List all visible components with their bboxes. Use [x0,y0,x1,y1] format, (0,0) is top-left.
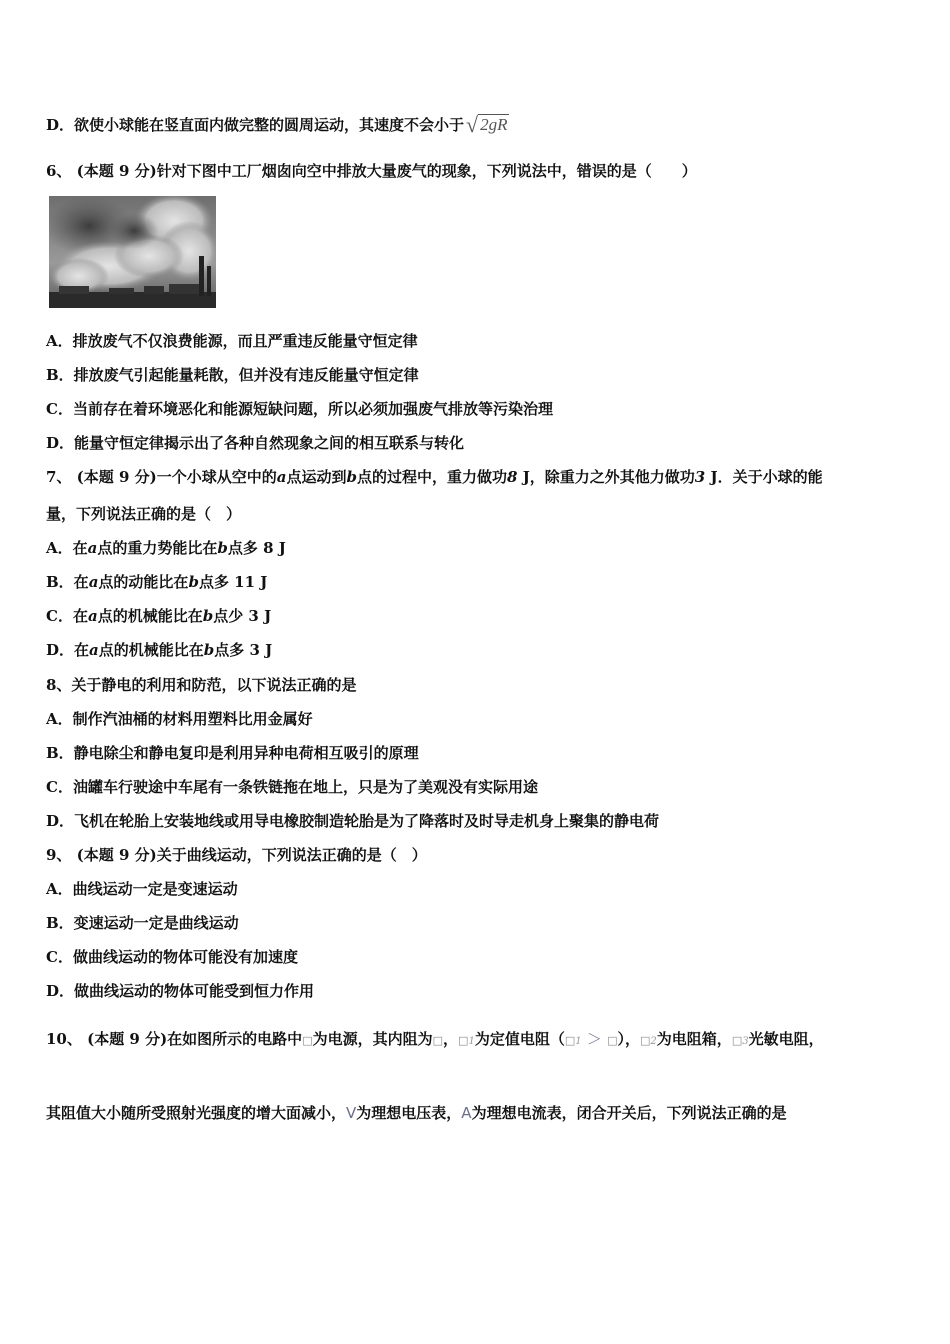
option-d-q5-text: D．欲使小球能在竖直面内做完整的圆周运动，其速度不会小于 [46,116,465,134]
question-7-stem-line2: 量，下列说法正确的是（ ） [46,505,242,523]
question-6-stem: 6、 (本题 9 分)针对下图中工厂烟囱向空中排放大量废气的现象，下列说法中，错误的是（ ） [46,162,697,180]
question-8-option-d: D．飞机在轮胎上安装地线或用导电橡胶制造轮胎是为了降落时及时导走机身上聚集的静电荷 [46,812,660,830]
question-7-option-a: A．在a点的重力势能比在b点多 8 J [46,539,286,557]
question-9-stem: 9、 (本题 9 分)关于曲线运动，下列说法正确的是（ ） [46,846,427,864]
question-9-option-a: A．曲线运动一定是变速运动 [46,880,238,898]
question-7-option-c: C．在a点的机械能比在b点少 3 J [46,607,272,625]
voltmeter-symbol: V [346,1104,357,1122]
question-9-option-b: B．变速运动一定是曲线运动 [46,914,239,932]
sqrt-2gR-formula: √ 2gR [466,112,508,137]
question-7-stem-line1: 7、 (本题 9 分)一个小球从空中的a点运动到b点的过程中，重力做功8 J，除重力之外其他力做功3 J．关于小球的能 [46,468,823,486]
question-7-option-d: D．在a点的机械能比在b点多 3 J [46,641,273,659]
factory-smoke-photo [49,196,216,308]
question-8-option-a: A．制作汽油桶的材料用塑料比用金属好 [46,710,313,728]
question-8-option-b: B．静电除尘和静电复印是利用异种电荷相互吸引的原理 [46,744,419,762]
question-7-option-b: B．在a点的动能比在b点多 11 J [46,573,268,591]
question-6-option-b: B．排放废气引起能量耗散，但并没有违反能量守恒定律 [46,366,419,384]
question-6-option-c: C．当前存在着环境恶化和能源短缺问题，所以必须加强废气排放等污染治理 [46,400,553,418]
question-9-option-d: D．做曲线运动的物体可能受到恒力作用 [46,982,315,1000]
question-9-option-c: C．做曲线运动的物体可能没有加速度 [46,948,298,966]
option-d-q5 [46,113,509,135]
ammeter-symbol: A [461,1104,472,1122]
missing-glyph-E: □ [302,1034,313,1047]
missing-glyph-r: □ [432,1034,444,1047]
question-6-option-a: A．排放废气不仅浪费能源，而且严重违反能量守恒定律 [46,332,418,350]
question-10-stem-line1: 10、 (本题 9 分)在如图所示的电路中□为电源，其内阻为□，□1为定值电阻（□1 ＞ □），□2为电阻箱，□3光敏电阻， [46,1029,824,1052]
question-10-stem-line2: 其阻值大小随所受照射光强度的增大面减小，V为理想电压表，A为理想电流表，闭合开关后，下列说法正确的是 [46,1104,787,1122]
question-6-option-d: D．能量守恒定律揭示出了各种自然现象之间的相互联系与转化 [46,434,465,452]
question-8-stem: 8、关于静电的利用和防范，以下说法正确的是 [46,676,357,694]
question-8-option-c: C．油罐车行驶途中车尾有一条铁链拖在地上，只是为了美观没有实际用途 [46,778,538,796]
